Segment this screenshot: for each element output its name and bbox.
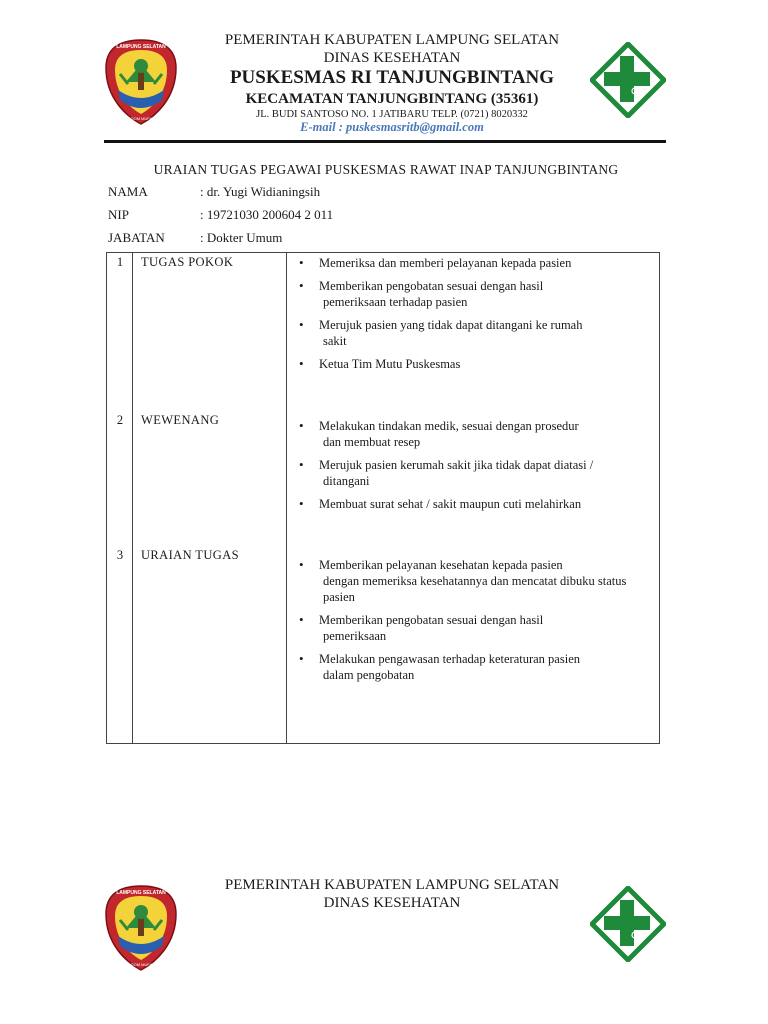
header-divider	[104, 140, 666, 143]
section-number: 1	[116, 255, 124, 269]
list-item: • Memberikan pelayanan kesehatan kepada pasien dengan memeriksa kesehatannya dan mencatat dibuku status pasien	[297, 557, 653, 605]
duty-list-tugas-pokok	[297, 255, 653, 379]
info-row-nama	[108, 184, 320, 200]
svg-text:KHAGOM MUFAKAT: KHAGOM MUFAKAT	[122, 116, 160, 121]
section-name: TUGAS POKOK	[141, 255, 234, 269]
info-label: NIP	[108, 207, 129, 222]
list-item: • Merujuk pasien kerumah sakit jika tidak dapat diatasi / ditangani	[297, 457, 653, 489]
header-government-line: PEMERINTAH KABUPATEN LAMPUNG SELATAN	[224, 32, 560, 48]
list-item: • Memberikan pengobatan sesuai dengan hasil pemeriksaan terhadap pasien	[297, 278, 653, 310]
footer-department-line: DINAS KESEHATAN	[323, 895, 461, 911]
header-address-line: JL. BUDI SANTOSO NO. 1 JATIBARU TELP. (0721) 8020332	[256, 109, 528, 120]
list-item: • Memberikan pengobatan sesuai dengan hasil pemeriksaan	[297, 612, 653, 644]
lampung-selatan-emblem	[104, 884, 178, 972]
footer-government-line: PEMERINTAH KABUPATEN LAMPUNG SELATAN	[224, 877, 560, 893]
svg-text:KHAGOM MUFAKAT: KHAGOM MUFAKAT	[122, 962, 160, 967]
list-item: • Memeriksa dan memberi pelayanan kepada pasien	[297, 255, 653, 271]
header-email-line: E-mail : puskesmasritb@gmail.com	[300, 120, 484, 134]
puskesmas-logo	[590, 886, 666, 962]
info-row-nip	[108, 207, 333, 223]
duties-column	[287, 253, 660, 744]
puskesmas-logo	[590, 42, 666, 118]
info-label: NAMA	[108, 184, 148, 199]
section-name: URAIAN TUGAS	[141, 548, 239, 562]
header-department-line: DINAS KESEHATAN	[323, 50, 461, 66]
header-district-line: KECAMATAN TANJUNGBINTANG (35361)	[245, 91, 539, 107]
info-label: JABATAN	[108, 230, 165, 245]
svg-text:LAMPUNG SELATAN: LAMPUNG SELATAN	[116, 44, 166, 50]
info-value: : 19721030 200604 2 011	[200, 207, 334, 222]
document-title: URAIAN TUGAS PEGAWAI PUSKESMAS RAWAT INAP TANJUNGBINTANG	[153, 162, 619, 177]
duty-list-uraian-tugas	[297, 557, 653, 690]
section-name: WEWENANG	[141, 413, 220, 427]
section-name-column	[133, 253, 287, 744]
info-value: : dr. Yugi Widianingsih	[200, 184, 321, 199]
list-item: • Merujuk pasien yang tidak dapat ditangani ke rumah sakit	[297, 317, 653, 349]
task-table	[106, 252, 660, 744]
info-row-jabatan	[108, 230, 282, 246]
lampung-selatan-emblem	[104, 38, 178, 126]
list-item: • Membuat surat sehat / sakit maupun cuti melahirkan	[297, 496, 653, 512]
number-column	[107, 253, 133, 744]
list-item: • Melakukan tindakan medik, sesuai dengan prosedur dan membuat resep	[297, 418, 653, 450]
section-number: 2	[116, 413, 124, 427]
header-puskesmas-name: PUSKESMAS RI TANJUNGBINTANG	[229, 67, 555, 88]
info-value: : Dokter Umum	[200, 230, 283, 245]
duty-list-wewenang	[297, 418, 653, 519]
section-number: 3	[116, 548, 124, 562]
svg-text:LAMPUNG SELATAN: LAMPUNG SELATAN	[116, 890, 166, 896]
list-item: • Melakukan pengawasan terhadap keteraturan pasien dalam pengobatan	[297, 651, 653, 683]
list-item: • Ketua Tim Mutu Puskesmas	[297, 356, 653, 372]
